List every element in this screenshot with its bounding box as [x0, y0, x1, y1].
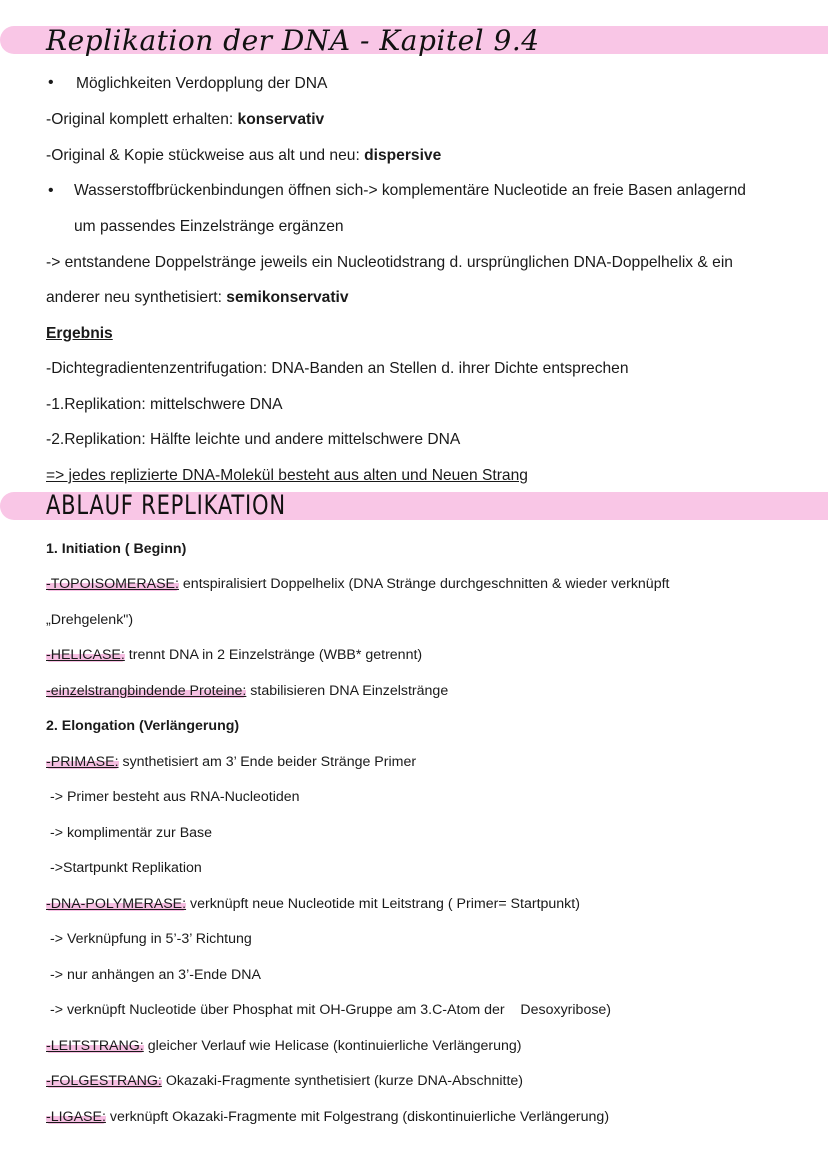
text-line: -2.Replikation: Hälfte leichte und andere mittelschwere DNA	[46, 431, 461, 448]
step-heading: 2. Elongation (Verlängerung)	[46, 718, 240, 734]
text-line: -HELICASE: trennt DNA in 2 Einzelstränge (WBB* getrennt)	[46, 647, 423, 663]
step-heading: 1. Initiation ( Beginn)	[46, 541, 187, 557]
text-line: -DNA-POLYMERASE: verknüpft neue Nucleotide mit Leitstrang ( Primer= Startpunkt)	[46, 896, 580, 912]
text-line: => jedes replizierte DNA-Molekül besteht aus alten und Neuen Strang	[46, 467, 528, 484]
text-line: -TOPOISOMERASE: entspiralisiert Doppelhelix (DNA Stränge durchgeschnitten & wieder verknüpft	[46, 576, 670, 592]
text-line: -> verknüpft Nucleotide über Phosphat mit OH-Gruppe am 3.C-Atom der Desoxyribose)	[50, 1002, 612, 1018]
text-line: um passendes Einzelstränge ergänzen	[74, 218, 344, 235]
text-line: -LIGASE: verknüpft Okazaki-Fragmente mit Folgestrang (diskontinuierliche Verlängerung)	[46, 1109, 610, 1125]
text-line: anderer neu synthetisiert: semikonservativ	[46, 289, 349, 306]
text-line: -> nur anhängen an 3’-Ende DNA	[50, 967, 261, 983]
text-line: ->Startpunkt Replikation	[50, 860, 202, 876]
text-line: -> Primer besteht aus RNA-Nucleotiden	[50, 789, 300, 805]
text-line: -Original komplett erhalten: konservativ	[46, 111, 325, 128]
section-title: ABLAUF REPLIKATION	[46, 490, 286, 521]
text-line: -LEITSTRANG: gleicher Verlauf wie Helicase (kontinuierliche Verlängerung)	[46, 1038, 522, 1054]
text-line: -Dichtegradientenzentrifugation: DNA-Banden an Stellen d. ihrer Dichte entsprechen	[46, 360, 629, 377]
bullet-icon: •	[48, 74, 54, 91]
text-line: -Original & Kopie stückweise aus alt und neu: dispersive	[46, 147, 442, 164]
section-subheading: Ergebnis	[46, 325, 113, 342]
text-line: -1.Replikation: mittelschwere DNA	[46, 396, 283, 413]
text-line: -PRIMASE: synthetisiert am 3’ Ende beider Stränge Primer	[46, 754, 417, 770]
page-title: Replikation der DNA - Kapitel 9.4	[46, 24, 540, 57]
text-line: „Drehgelenk")	[46, 612, 134, 628]
bullet-icon: •	[48, 182, 54, 199]
text-line: -> Verknüpfung in 5’-3’ Richtung	[50, 931, 252, 947]
text-line: -FOLGESTRANG: Okazaki-Fragmente synthetisiert (kurze DNA-Abschnitte)	[46, 1073, 523, 1089]
text-line: -einzelstrangbindende Proteine: stabilisieren DNA Einzelstränge	[46, 683, 449, 699]
text-line: Möglichkeiten Verdopplung der DNA	[76, 75, 328, 92]
text-line: -> entstandene Doppelstränge jeweils ein Nucleotidstrang d. ursprünglichen DNA-Doppelhelix & ein	[46, 254, 733, 271]
text-line: Wasserstoffbrückenbindungen öffnen sich-> komplementäre Nucleotide an freie Basen anlagernd	[74, 182, 746, 199]
text-line: -> komplimentär zur Base	[50, 825, 213, 841]
